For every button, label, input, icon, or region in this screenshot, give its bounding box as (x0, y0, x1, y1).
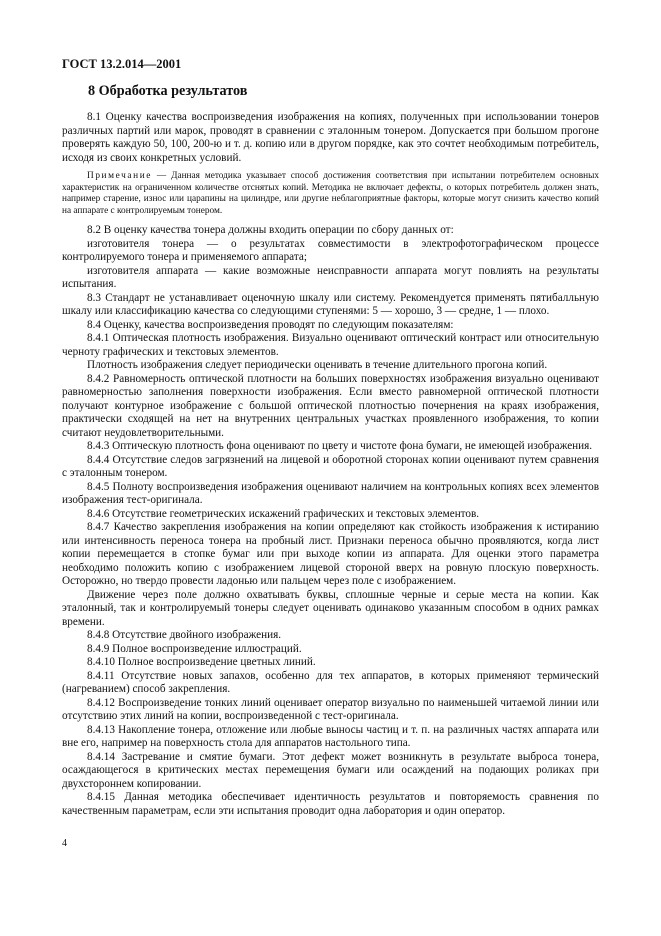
paragraph-8-4-14: 8.4.14 Застревание и смятие бумаги. Этот дефект может возникнуть в результате выброса тонера, осаждающегося в критических местах перемещения бумаги или осаждений на подающих роликах при двухстороннем копировании. (62, 750, 599, 790)
paragraph-8-4-5: 8.4.5 Полноту воспроизведения изображения оценивают наличием на контрольных копиях всех элементов изображения тест-оригинала. (62, 480, 599, 507)
paragraph-8-4-15: 8.4.15 Данная методика обеспечивает идентичность результатов и повторяемость сравнения по качественным параметрам, если эти испытания проводит одна лаборатория и один оператор. (62, 791, 599, 817)
paragraph-8-4-4: 8.4.4 Отсутствие следов загрязнений на лицевой и оборотной сторонах копии оценивают путем сравнения с эталонным тонером. (62, 453, 599, 480)
note-text: — Данная методика указывает способ достижения соответствия при испытании потребителем основных характеристик на ограниченном количестве отснятых копий. Методика не включает дефекты, о которых потребитель должен знать, например старение, износ или царапины на цилиндре, или другие неблагоприятные факторы, которые могут снизить качество копий на аппарате с контролируемым тонером. (62, 171, 599, 216)
paragraph-8-2: 8.2 В оценку качества тонера должны входить операции по сбору данных от: (87, 224, 454, 237)
paragraph-8-4-9: 8.4.9 Полное воспроизведение иллюстраций. (87, 642, 302, 655)
paragraph-8-4-1-cont: Плотность изображения следует периодически оценивать в течение длительного прогона копий. (87, 359, 548, 372)
paragraph-8-4-12: 8.4.12 Воспроизведение тонких линий оценивает оператор визуально по наименьшей читаемой линии или отсутствию этих линий на копии, воспроизведенной с тест-оригинала. (62, 696, 599, 723)
document-body (62, 111, 599, 818)
document-header: ГОСТ 13.2.014—2001 (62, 57, 182, 71)
paragraph-8-1: 8.1 Оценку качества воспроизведения изображения на копиях, полученных при использовании тонеров различных партий или марок, проводят в сравнении с эталонным тонером. Допускается при большом прогоне проверять каждую 50, 100, 200-ю и т. д. копию или в другом порядке, как это сочтет необходимым потребитель, исходя из своих конкретных условий. (62, 111, 599, 164)
note-label: Примечание (87, 171, 152, 181)
paragraph-8-4-11: 8.4.11 Отсутствие новых запахов, особенно для тех аппаратов, в которых применяют термический (нагреванием) способ закрепления. (62, 669, 599, 696)
paragraph-8-4-13: 8.4.13 Накопление тонера, отложение или любые выносы частиц и т. п. на различных частях аппарата или вне его, например на поверхность стола для аппаратов настольного типа. (62, 723, 599, 750)
paragraph-8-4-2: 8.4.2 Равномерность оптической плотности на больших поверхностях изображения визуально оценивают равномерностью заполнения поверхности изображения. Если вместо равномерной оптической плотности получают контурное изображение с большой оптической плотностью почернения на краях изображения, практически сходящей на нет на внутренних центральных участках проявленного изображения, то копии считают неудовлетворительными. (62, 372, 599, 439)
paragraph-8-4-1: 8.4.1 Оптическая плотность изображения. Визуально оценивают оптический контраст или относительную черноту графических и текстовых элементов. (62, 332, 599, 358)
paragraph-8-4: 8.4 Оценку, качества воспроизведения проводят по следующим показателям: (87, 318, 454, 331)
paragraph-8-4-7-cont: Движение через поле должно охватывать буквы, сплошные черные и серые места на копии. Как эталонный, так и контролируемый тонеры следует оценивать одинаково указанным способом в одних рамках времени. (62, 588, 599, 628)
paragraph-8-4-3: 8.4.3 Оптическую плотность фона оценивают по цвету и чистоте фона бумаги, не имеющей изображения. (87, 440, 593, 453)
paragraph-8-2-toner-maker: изготовителя тонера — о результатах совместимости в электрофотографическом процессе контролируемого тонера и применяемого аппарата; (62, 237, 599, 264)
paragraph-8-4-6: 8.4.6 Отсутствие геометрических искажений графических и текстовых элементов. (87, 507, 480, 520)
paragraph-8-4-7: 8.4.7 Качество закрепления изображения на копии определяют как стойкость изображения к истиранию или интенсивность переноса тонера на пробный лист. Признаки переноса обычно проявляются, когда лист копии перемещается в стопке бумаг или при выходе копии из аппарата. Для оценки этого параметра необходимо положить копию с изображением лицевой стороной вверх на ровную плоскую поверхность. Осторожно, но твердо провести ладонью или пальцем через поле с изображением. (62, 521, 599, 588)
note (62, 171, 599, 217)
paragraph-8-4-10: 8.4.10 Полное воспроизведение цветных линий. (87, 656, 316, 669)
section-title: 8 Обработка результатов (88, 83, 248, 99)
paragraph-8-3: 8.3 Стандарт не устанавливает оценочную шкалу или систему. Рекомендуется применять пятибалльную шкалу или классификацию качества со следующими ступенями: 5 — хорошо, 3 — средне, 1 — плохо. (62, 291, 599, 318)
page-number: 4 (62, 838, 67, 849)
paragraph-8-2-device-maker: изготовителя аппарата — какие возможные неисправности аппарата могут повлиять на результаты испытания. (62, 264, 599, 291)
paragraph-8-4-8: 8.4.8 Отсутствие двойного изображения. (87, 629, 282, 642)
